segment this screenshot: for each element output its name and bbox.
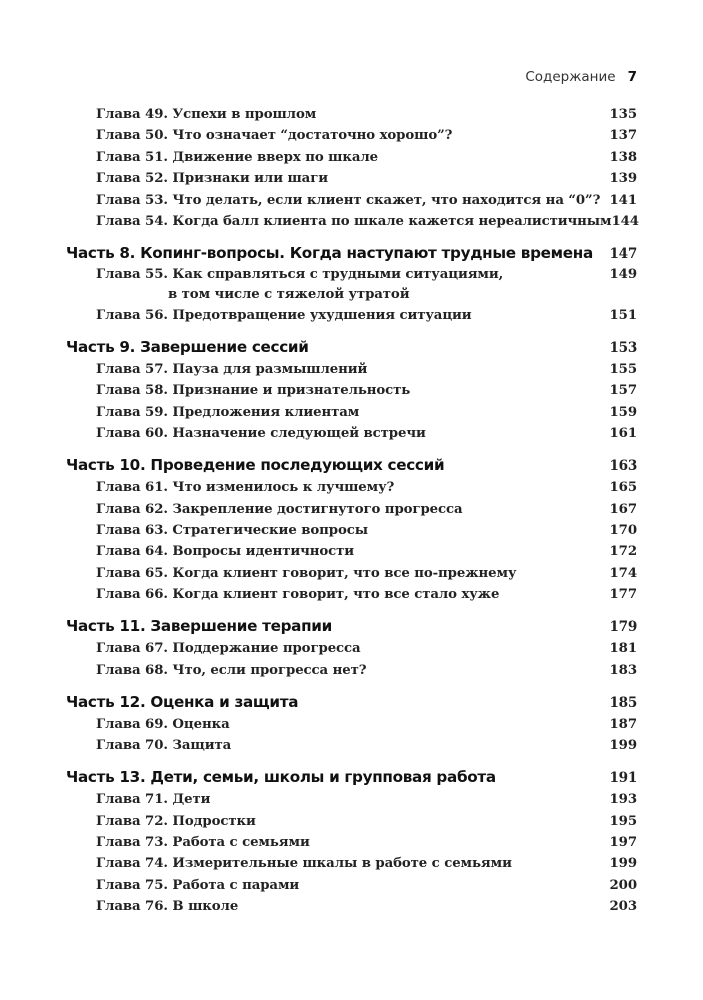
title-line: Глава 50. Что означает “достаточно хорошо”? bbox=[96, 128, 453, 144]
toc-chapter-row bbox=[66, 896, 637, 917]
toc-chapter-row bbox=[66, 380, 637, 401]
toc-chapter-row bbox=[66, 305, 637, 326]
toc-chapter-row bbox=[66, 875, 637, 896]
title-line: Глава 60. Назначение следующей встречи bbox=[96, 426, 426, 442]
title-line: Часть 13. Дети, семьи, школы и групповая работа bbox=[66, 768, 496, 787]
page-ref: 153 bbox=[609, 340, 637, 357]
title-line: Глава 75. Работа с парами bbox=[96, 877, 300, 893]
toc-chapter-row bbox=[66, 832, 637, 853]
title-line: Глава 73. Работа с семьями bbox=[96, 834, 310, 850]
toc-chapter-row bbox=[66, 584, 637, 605]
page-number: 7 bbox=[627, 69, 637, 85]
title-line: Глава 59. Предложения клиентам bbox=[96, 404, 360, 420]
page-ref: 155 bbox=[609, 362, 637, 378]
toc-chapter-row bbox=[66, 359, 637, 380]
page-ref: 172 bbox=[609, 544, 637, 560]
chapter-title bbox=[96, 811, 256, 832]
chapter-title bbox=[96, 638, 361, 659]
page-ref: 161 bbox=[609, 426, 637, 442]
chapter-title bbox=[96, 423, 426, 444]
part-title bbox=[66, 454, 444, 476]
page-ref: 139 bbox=[609, 171, 637, 187]
chapter-title bbox=[96, 499, 463, 520]
chapter-title bbox=[96, 402, 359, 423]
page-ref: 159 bbox=[609, 404, 637, 420]
section-title: Содержание bbox=[525, 69, 616, 85]
chapter-title bbox=[96, 125, 452, 146]
toc-chapter-row bbox=[66, 402, 637, 423]
toc-chapter-row bbox=[66, 211, 637, 232]
title-line: Глава 66. Когда клиент говорит, что все стало хуже bbox=[96, 587, 500, 603]
chapter-title bbox=[96, 714, 230, 735]
chapter-title bbox=[96, 190, 600, 211]
page-ref: 187 bbox=[609, 716, 637, 732]
title-line: Глава 69. Оценка bbox=[96, 716, 230, 732]
title-line: Глава 64. Вопросы идентичности bbox=[96, 544, 355, 560]
page-ref: 135 bbox=[609, 107, 637, 122]
toc-chapter-row bbox=[66, 714, 637, 735]
page-ref: 174 bbox=[609, 565, 637, 581]
chapter-title bbox=[96, 477, 394, 498]
toc-chapter-row bbox=[66, 811, 637, 832]
chapter-title bbox=[96, 735, 231, 756]
page-ref: 199 bbox=[609, 856, 637, 872]
chapter-title bbox=[96, 660, 366, 681]
title-line: Глава 63. Стратегические вопросы bbox=[96, 523, 368, 539]
page-ref: 197 bbox=[609, 834, 637, 850]
page-ref: 203 bbox=[609, 899, 637, 915]
chapter-title bbox=[96, 305, 472, 326]
title-line: Часть 9. Завершение сессий bbox=[66, 338, 309, 357]
toc-chapter-row bbox=[66, 104, 637, 125]
chapter-title bbox=[96, 896, 238, 917]
title-line: Глава 57. Пауза для размышлений bbox=[96, 362, 368, 378]
page-ref: 144 bbox=[611, 214, 639, 230]
chapter-title bbox=[96, 211, 611, 232]
page-ref: 149 bbox=[609, 267, 637, 283]
page-ref: 163 bbox=[609, 458, 637, 475]
page-ref: 185 bbox=[609, 694, 637, 711]
page-ref: 167 bbox=[609, 501, 637, 517]
chapter-title bbox=[96, 359, 367, 380]
chapter-title bbox=[96, 584, 499, 605]
toc-part-row bbox=[66, 454, 637, 477]
page-ref: 151 bbox=[609, 308, 637, 324]
page-ref: 200 bbox=[609, 877, 637, 893]
running-header bbox=[525, 69, 637, 85]
toc-chapter-row bbox=[66, 147, 637, 168]
title-line: Часть 10. Проведение последующих сессий bbox=[66, 456, 445, 475]
toc-chapter-row bbox=[66, 520, 637, 541]
page-ref: 183 bbox=[609, 662, 637, 678]
toc-chapter-row bbox=[66, 265, 637, 305]
chapter-title bbox=[96, 520, 368, 541]
toc-chapter-row bbox=[66, 563, 637, 584]
part-title bbox=[66, 336, 309, 358]
toc-chapter-row bbox=[66, 735, 637, 756]
title-line: в том числе с тяжелой утратой bbox=[168, 287, 410, 303]
title-line: Глава 49. Успехи в прошлом bbox=[96, 107, 317, 122]
page-ref: 181 bbox=[609, 641, 637, 657]
toc-chapter-row bbox=[66, 190, 637, 211]
title-line: Глава 72. Подростки bbox=[96, 813, 256, 829]
page-ref: 157 bbox=[609, 383, 637, 399]
page-ref: 165 bbox=[609, 480, 637, 496]
toc-chapter-row bbox=[66, 125, 637, 146]
title-line: Глава 58. Признание и признательность bbox=[96, 383, 411, 399]
title-line: Глава 62. Закрепление достигнутого прогресса bbox=[96, 501, 463, 517]
title-line: Глава 74. Измерительные шкалы в работе с семьями bbox=[96, 856, 512, 872]
page-ref: 195 bbox=[609, 813, 637, 829]
title-line: Глава 55. Как справляться с трудными ситуациями, bbox=[96, 267, 504, 283]
page-ref: 138 bbox=[609, 149, 637, 165]
page-ref: 147 bbox=[609, 246, 637, 263]
toc-chapter-row bbox=[66, 541, 637, 562]
table-of-contents bbox=[66, 104, 637, 918]
chapter-title bbox=[96, 875, 299, 896]
title-line: Глава 68. Что, если прогресса нет? bbox=[96, 662, 367, 678]
toc-chapter-row bbox=[66, 638, 637, 659]
title-line: Часть 8. Копинг-вопросы. Когда наступают трудные времена bbox=[66, 244, 593, 263]
title-line: Глава 71. Дети bbox=[96, 792, 211, 808]
chapter-title bbox=[96, 832, 310, 853]
title-line: Глава 53. Что делать, если клиент скажет, что находится на “0”? bbox=[96, 192, 601, 208]
page-ref: 199 bbox=[609, 738, 637, 754]
title-line: Часть 12. Оценка и защита bbox=[66, 692, 299, 711]
chapter-title bbox=[96, 789, 210, 810]
chapter-title bbox=[96, 380, 410, 401]
page-ref: 193 bbox=[609, 792, 637, 808]
chapter-title bbox=[96, 541, 354, 562]
page-ref: 177 bbox=[609, 587, 637, 603]
chapter-title bbox=[96, 168, 328, 189]
chapter-title bbox=[96, 104, 316, 125]
part-title bbox=[66, 766, 496, 788]
title-line: Глава 70. Защита bbox=[96, 738, 232, 754]
page-ref: 191 bbox=[609, 770, 637, 787]
toc-part-row bbox=[66, 766, 637, 789]
toc-part-row bbox=[66, 615, 637, 638]
toc-chapter-row bbox=[66, 789, 637, 810]
part-title bbox=[66, 615, 332, 637]
toc-part-row bbox=[66, 336, 637, 359]
toc-chapter-row bbox=[66, 853, 637, 874]
toc-chapter-row bbox=[66, 168, 637, 189]
toc-part-row bbox=[66, 691, 637, 714]
page-ref: 179 bbox=[609, 619, 637, 636]
toc-chapter-row bbox=[66, 423, 637, 444]
toc-part-row bbox=[66, 242, 637, 265]
title-line: Глава 51. Движение вверх по шкале bbox=[96, 149, 378, 165]
title-line: Глава 56. Предотвращение ухудшения ситуации bbox=[96, 308, 472, 324]
chapter-title bbox=[96, 853, 512, 874]
toc-chapter-row bbox=[66, 660, 637, 681]
toc-chapter-row bbox=[66, 499, 637, 520]
title-line: Глава 52. Признаки или шаги bbox=[96, 171, 329, 187]
toc-chapter-row bbox=[66, 477, 637, 498]
page-ref: 141 bbox=[609, 192, 637, 208]
title-line: Глава 67. Поддержание прогресса bbox=[96, 641, 361, 657]
chapter-title bbox=[96, 147, 378, 168]
title-line: Глава 54. Когда балл клиента по шкале кажется нереалистичным bbox=[96, 214, 612, 230]
part-title bbox=[66, 691, 298, 713]
title-line: Часть 11. Завершение терапии bbox=[66, 617, 332, 636]
title-line: Глава 61. Что изменилось к лучшему? bbox=[96, 480, 395, 496]
page-ref: 137 bbox=[609, 128, 637, 144]
part-title bbox=[66, 242, 593, 264]
title-line: Глава 76. В школе bbox=[96, 899, 239, 915]
chapter-title bbox=[96, 265, 503, 305]
title-line: Глава 65. Когда клиент говорит, что все по-прежнему bbox=[96, 565, 517, 581]
chapter-title bbox=[96, 563, 516, 584]
page-ref: 170 bbox=[609, 523, 637, 539]
